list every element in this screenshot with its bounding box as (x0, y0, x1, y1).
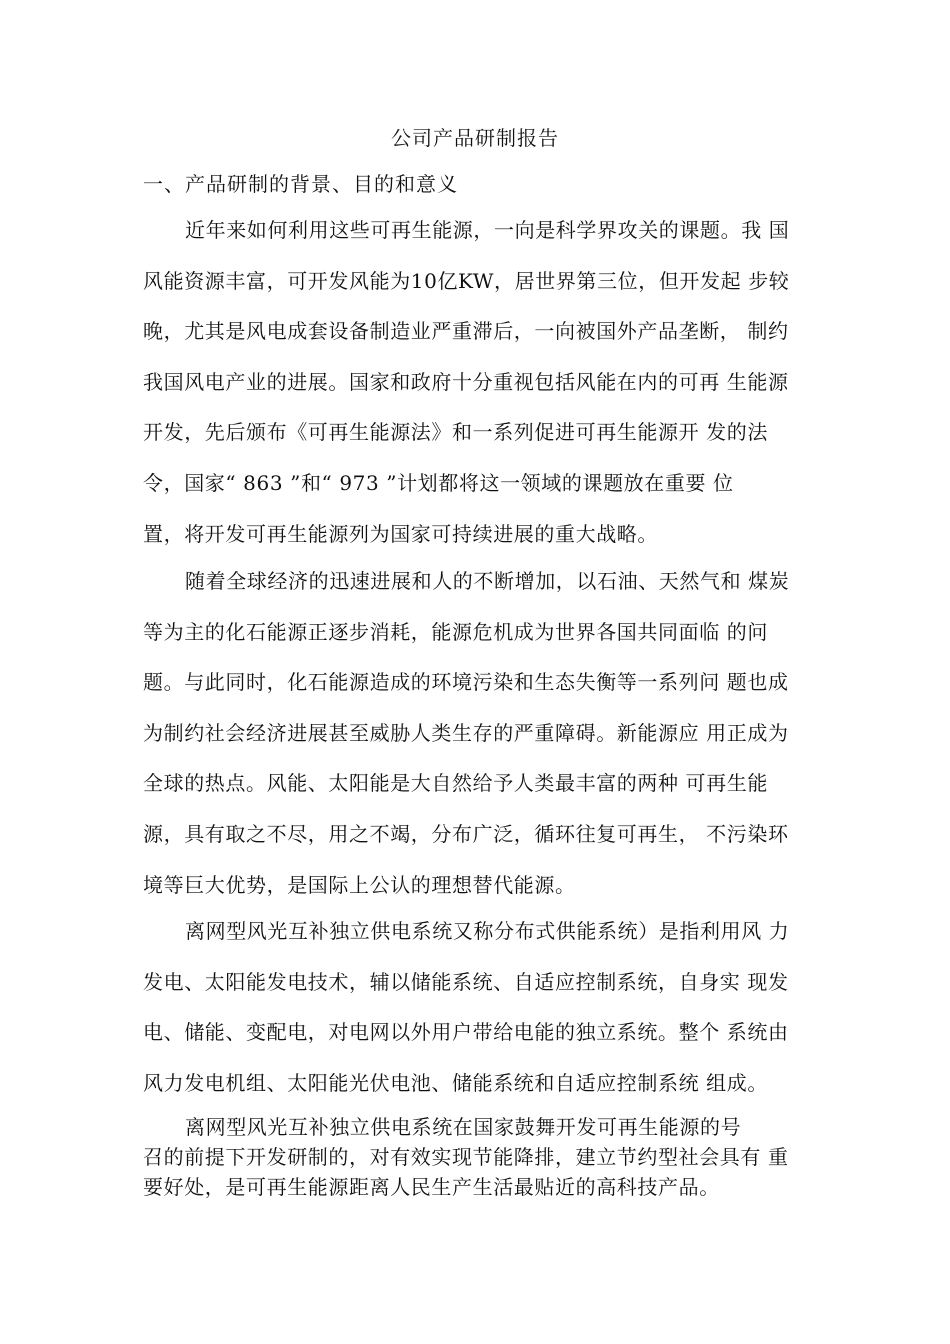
paragraph-line: 近年来如何利用这些可再生能源，一向是科学界攻关的课题。我 国 (185, 218, 790, 242)
document-title: 公司产品研制报告 (391, 126, 559, 150)
paragraph-2 (143, 566, 823, 920)
section-heading: 一、产品研制的背景、目的和意义 (143, 172, 458, 196)
paragraph-line: 为制约社会经济进展甚至威胁人类生存的严重障碍。新能源应 用正成为 (143, 720, 789, 745)
paragraph-line: 置，将开发可再生能源列为国家可持续进展的重大战略。 (143, 521, 658, 546)
paragraph-line: 电、储能、变配电，对电网以外用户带给电能的独立系统。整个 系统由 (143, 1020, 789, 1045)
paragraph-line: 离网型风光互补独立供电系统又称分布式供能系统）是指利用风 力 (185, 919, 790, 943)
paragraph-4 (143, 1112, 823, 1202)
paragraph-line: 发电、太阳能发电技术，辅以储能系统、自适应控制系统，自身实 现发 (143, 969, 789, 994)
paragraph-line: 等为主的化石能源正逐步消耗，能源危机成为世界各国共同面临 的问 (143, 619, 768, 644)
paragraph-line: 随着全球经济的迅速进展和人的不断增加，以石油、天然气和 煤炭 (185, 569, 790, 593)
paragraph-line: 离网型风光互补独立供电系统在国家鼓舞开发可再生能源的号 (185, 1115, 742, 1139)
paragraph-line: 境等巨大优势，是国际上公认的理想替代能源。 (143, 872, 576, 897)
paragraph-line: 源，具有取之不尽，用之不竭，分布广泛，循环往复可再生， 不污染环 (143, 821, 789, 846)
paragraph-line: 风能资源丰富，可开发风能为10亿KW，居世界第三位，但开发起 步较 (143, 268, 790, 293)
paragraph-line: 要好处，是可再生能源距离人民生产生活最贴近的高科技产品。 (143, 1175, 720, 1199)
paragraph-line: 晚，尤其是风电成套设备制造业严重滞后，一向被国外产品垄断， 制约 (143, 319, 789, 344)
paragraph-line: 风力发电机组、太阳能光伏电池、储能系统和自适应控制系统 组成。 (143, 1070, 768, 1095)
paragraph-line: 我国风电产业的进展。国家和政府十分重视包括风能在内的可再 生能源 (143, 369, 789, 394)
paragraph-line: 召的前提下开发研制的，对有效实现节能降排，建立节约型社会具有 重 (143, 1145, 789, 1169)
paragraph-line: 开发，先后颁布《可再生能源法》和一系列促进可再生能源开 发的法 (143, 420, 768, 445)
paragraph-line: 全球的热点。风能、太阳能是大自然给予人类最丰富的两种 可再生能 (143, 771, 768, 796)
paragraph-line: 令，国家“ 863 ”和“ 973 ”计划都将这一领域的课题放在重要 位 (143, 470, 734, 495)
paragraph-3 (143, 916, 823, 1118)
paragraph-1 (143, 215, 823, 569)
paragraph-line: 题。与此同时，化石能源造成的环境污染和生态失衡等一系列问 题也成 (143, 670, 789, 695)
